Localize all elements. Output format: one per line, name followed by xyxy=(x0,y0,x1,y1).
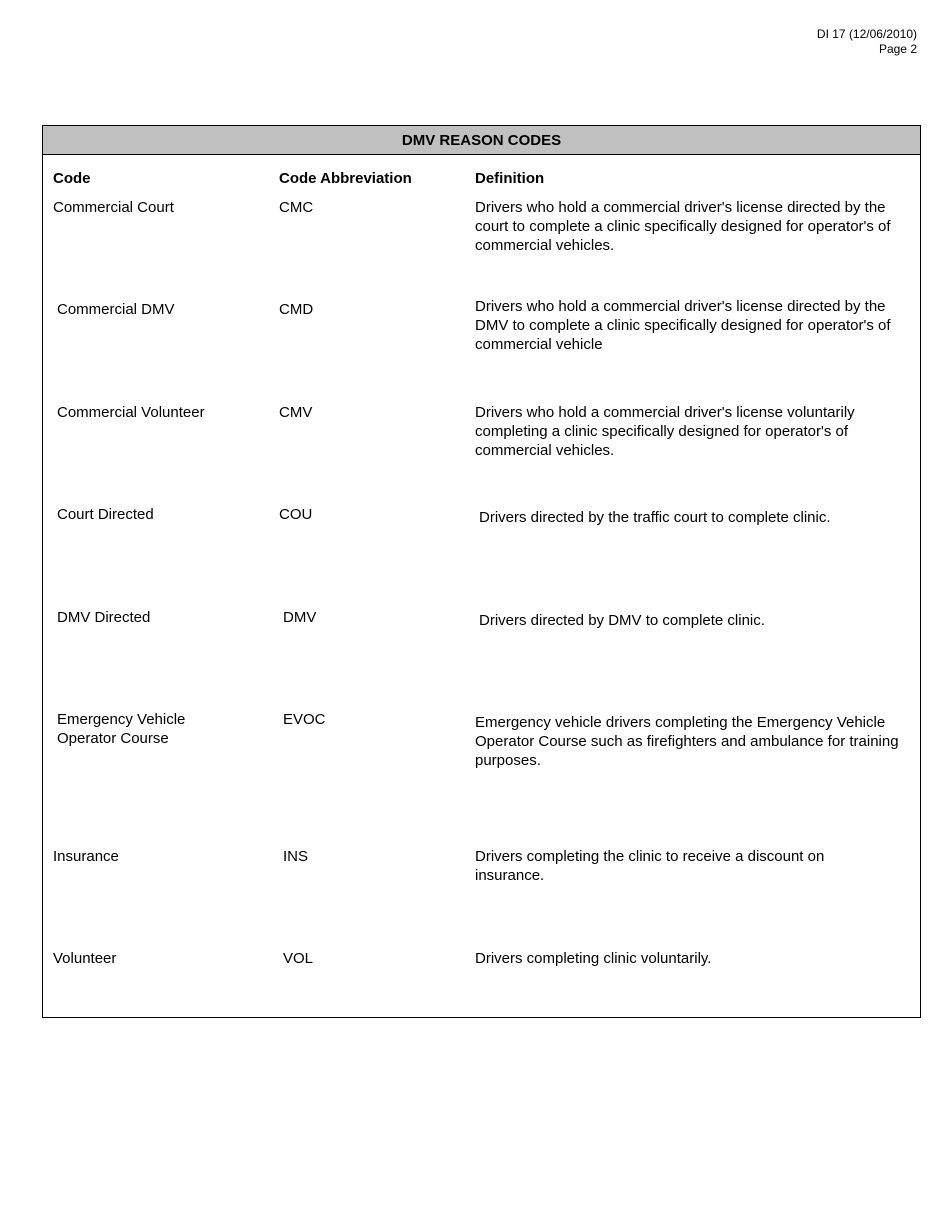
row-definition: Drivers completing the clinic to receive a discount on insurance. xyxy=(475,848,825,884)
row-abbreviation: CMD xyxy=(279,301,314,318)
row-abbreviation: DMV xyxy=(283,609,317,626)
row-code: Commercial DMV xyxy=(57,301,175,318)
column-header-abbreviation: Code Abbreviation xyxy=(279,170,412,187)
row-definition: Emergency vehicle drivers completing the Emergency Vehicle Operator Course such as firefighters and ambulance for training purposes. xyxy=(475,714,899,769)
column-header-definition: Definition xyxy=(475,170,545,187)
page-header xyxy=(817,27,917,57)
row-code: Emergency Vehicle Operator Course xyxy=(57,711,186,747)
page-number: Page 2 xyxy=(878,42,917,56)
row-abbreviation: CMC xyxy=(279,199,314,216)
row-definition: Drivers who hold a commercial driver's license directed by the DMV to complete a clinic specifically designed for operator's of commercial vehicle xyxy=(475,298,891,353)
row-definition: Drivers who hold a commercial driver's license voluntarily completing a clinic specifically designed for operator's of commercial vehicles. xyxy=(475,404,855,459)
row-abbreviation: CMV xyxy=(279,404,313,421)
row-abbreviation: VOL xyxy=(283,950,314,967)
column-header-code: Code xyxy=(53,170,91,187)
form-id: DI 17 (12/06/2010) xyxy=(816,27,917,41)
row-code: Commercial Volunteer xyxy=(57,404,205,421)
row-abbreviation: EVOC xyxy=(283,711,326,728)
table-title: DMV REASON CODES xyxy=(43,126,920,155)
row-definition: Drivers directed by the traffic court to complete clinic. xyxy=(479,509,831,526)
row-abbreviation: COU xyxy=(279,506,313,523)
row-code: Insurance xyxy=(53,848,119,865)
row-code: Volunteer xyxy=(53,950,117,967)
row-definition: Drivers directed by DMV to complete clinic. xyxy=(479,612,765,629)
row-definition: Drivers who hold a commercial driver's license directed by the court to complete a clinic specifically designed for operator's of commercial vehicles. xyxy=(475,199,891,254)
row-code: DMV Directed xyxy=(57,609,151,626)
reason-codes-table xyxy=(42,125,921,1018)
row-abbreviation: INS xyxy=(283,848,309,865)
row-code: Court Directed xyxy=(57,506,154,523)
row-definition: Drivers completing clinic voluntarily. xyxy=(475,950,712,967)
row-code: Commercial Court xyxy=(53,199,174,216)
